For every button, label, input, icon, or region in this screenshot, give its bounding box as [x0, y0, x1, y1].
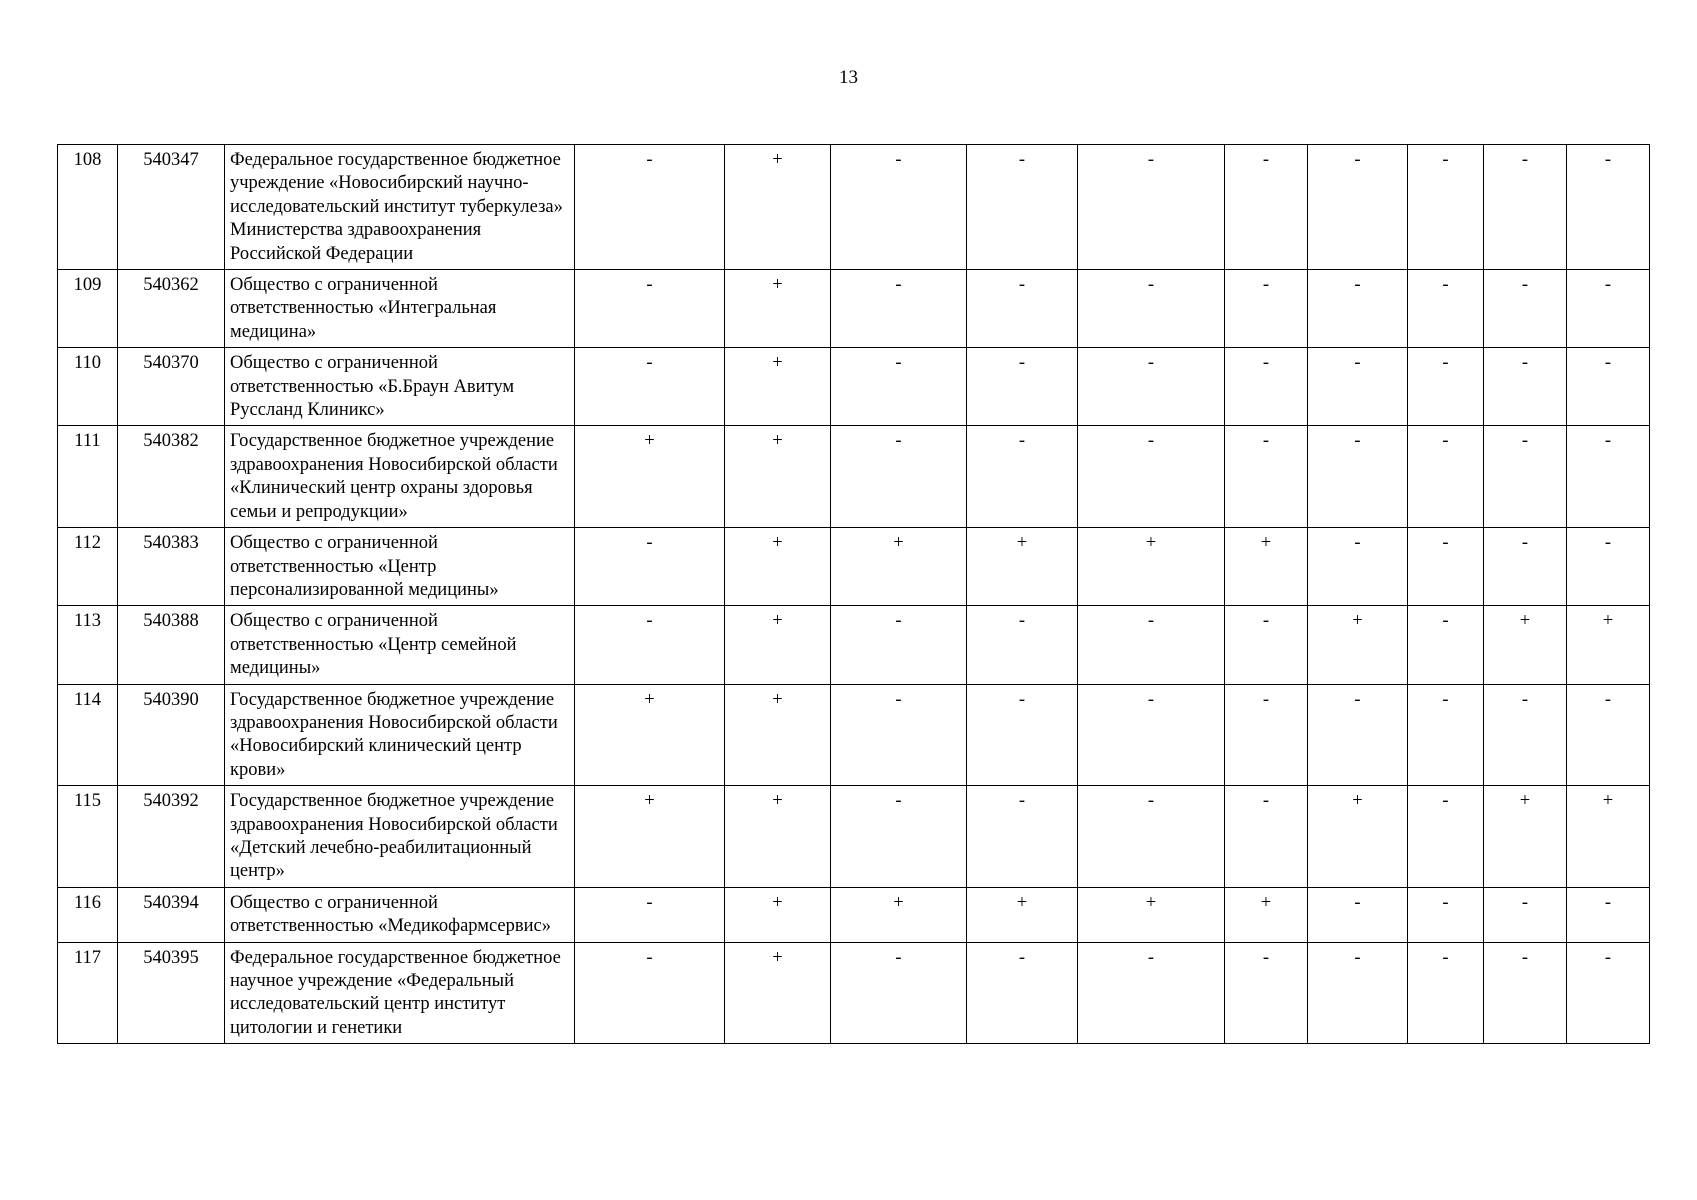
mark-cell-8: -: [1408, 348, 1484, 426]
mark-cell-7: -: [1308, 145, 1408, 270]
mark-cell-5: -: [1078, 348, 1225, 426]
mark-cell-4: -: [967, 684, 1078, 786]
org-code: 540370: [118, 348, 225, 426]
row-number: 108: [58, 145, 118, 270]
table-row: [58, 528, 1650, 606]
mark-cell-10: +: [1567, 786, 1650, 888]
mark-cell-4: +: [967, 528, 1078, 606]
mark-cell-7: -: [1308, 348, 1408, 426]
table-row: [58, 942, 1650, 1044]
table-row: [58, 887, 1650, 942]
mark-cell-7: -: [1308, 887, 1408, 942]
mark-cell-5: -: [1078, 942, 1225, 1044]
mark-cell-9: +: [1484, 606, 1567, 684]
mark-cell-5: -: [1078, 426, 1225, 528]
mark-cell-5: -: [1078, 270, 1225, 348]
table-row: [58, 145, 1650, 270]
mark-cell-10: -: [1567, 887, 1650, 942]
table-row: [58, 348, 1650, 426]
mark-cell-1: -: [575, 887, 725, 942]
mark-cell-8: -: [1408, 942, 1484, 1044]
mark-cell-3: +: [831, 528, 967, 606]
org-name: Федеральное государственное бюджетное учреждение «Новосибирский научно-исследовательский институт туберкулеза» Министерства здравоохранения Российской Федерации: [225, 145, 575, 270]
mark-cell-6: -: [1225, 270, 1308, 348]
org-code: 540388: [118, 606, 225, 684]
org-code: 540395: [118, 942, 225, 1044]
mark-cell-1: -: [575, 942, 725, 1044]
mark-cell-1: -: [575, 270, 725, 348]
mark-cell-5: -: [1078, 786, 1225, 888]
mark-cell-6: -: [1225, 606, 1308, 684]
mark-cell-4: -: [967, 348, 1078, 426]
org-name: Федеральное государственное бюджетное научное учреждение «Федеральный исследовательский центр институт цитологии и генетики: [225, 942, 575, 1044]
mark-cell-7: -: [1308, 528, 1408, 606]
mark-cell-9: -: [1484, 348, 1567, 426]
mark-cell-10: -: [1567, 145, 1650, 270]
org-name: Общество с ограниченной ответственностью «Центр персонализированной медицины»: [225, 528, 575, 606]
mark-cell-9: -: [1484, 887, 1567, 942]
mark-cell-7: -: [1308, 684, 1408, 786]
mark-cell-1: -: [575, 348, 725, 426]
page-number: 13: [839, 67, 858, 88]
row-number: 109: [58, 270, 118, 348]
mark-cell-4: -: [967, 426, 1078, 528]
row-number: 117: [58, 942, 118, 1044]
mark-cell-2: +: [725, 606, 831, 684]
mark-cell-7: -: [1308, 426, 1408, 528]
mark-cell-9: -: [1484, 942, 1567, 1044]
table-row: [58, 426, 1650, 528]
mark-cell-3: -: [831, 786, 967, 888]
org-code: 540394: [118, 887, 225, 942]
row-number: 116: [58, 887, 118, 942]
mark-cell-3: +: [831, 887, 967, 942]
mark-cell-5: -: [1078, 684, 1225, 786]
mark-cell-1: -: [575, 606, 725, 684]
mark-cell-6: +: [1225, 528, 1308, 606]
row-number: 113: [58, 606, 118, 684]
table-row: [58, 270, 1650, 348]
mark-cell-9: -: [1484, 145, 1567, 270]
mark-cell-8: -: [1408, 270, 1484, 348]
mark-cell-10: -: [1567, 942, 1650, 1044]
mark-cell-7: -: [1308, 270, 1408, 348]
mark-cell-4: -: [967, 786, 1078, 888]
org-name: Государственное бюджетное учреждение здравоохранения Новосибирской области «Клинический центр охраны здоровья семьи и репродукции»: [225, 426, 575, 528]
mark-cell-1: +: [575, 684, 725, 786]
org-code: 540347: [118, 145, 225, 270]
org-name: Государственное бюджетное учреждение здравоохранения Новосибирской области «Новосибирский клинический центр крови»: [225, 684, 575, 786]
mark-cell-5: +: [1078, 887, 1225, 942]
mark-cell-9: +: [1484, 786, 1567, 888]
mark-cell-4: +: [967, 887, 1078, 942]
row-number: 115: [58, 786, 118, 888]
org-name: Общество с ограниченной ответственностью «Б.Браун Авитум Руссланд Клиникс»: [225, 348, 575, 426]
mark-cell-3: -: [831, 606, 967, 684]
mark-cell-8: -: [1408, 528, 1484, 606]
mark-cell-6: +: [1225, 887, 1308, 942]
mark-cell-6: -: [1225, 348, 1308, 426]
mark-cell-10: +: [1567, 606, 1650, 684]
mark-cell-8: -: [1408, 786, 1484, 888]
mark-cell-3: -: [831, 426, 967, 528]
mark-cell-10: -: [1567, 348, 1650, 426]
organizations-table: [57, 144, 1650, 1044]
mark-cell-3: -: [831, 270, 967, 348]
mark-cell-3: -: [831, 145, 967, 270]
mark-cell-7: -: [1308, 942, 1408, 1044]
mark-cell-6: -: [1225, 942, 1308, 1044]
mark-cell-2: +: [725, 528, 831, 606]
mark-cell-2: +: [725, 786, 831, 888]
mark-cell-2: +: [725, 887, 831, 942]
table-row: [58, 786, 1650, 888]
mark-cell-5: -: [1078, 145, 1225, 270]
mark-cell-9: -: [1484, 684, 1567, 786]
mark-cell-8: -: [1408, 606, 1484, 684]
mark-cell-5: +: [1078, 528, 1225, 606]
row-number: 110: [58, 348, 118, 426]
mark-cell-2: +: [725, 270, 831, 348]
mark-cell-4: -: [967, 942, 1078, 1044]
mark-cell-6: -: [1225, 684, 1308, 786]
mark-cell-7: +: [1308, 606, 1408, 684]
row-number: 114: [58, 684, 118, 786]
mark-cell-6: -: [1225, 145, 1308, 270]
mark-cell-2: +: [725, 942, 831, 1044]
mark-cell-4: -: [967, 606, 1078, 684]
mark-cell-10: -: [1567, 426, 1650, 528]
org-code: 540383: [118, 528, 225, 606]
table-row: [58, 684, 1650, 786]
mark-cell-10: -: [1567, 528, 1650, 606]
mark-cell-2: +: [725, 684, 831, 786]
org-name: Общество с ограниченной ответственностью «Интегральная медицина»: [225, 270, 575, 348]
mark-cell-9: -: [1484, 270, 1567, 348]
mark-cell-10: -: [1567, 684, 1650, 786]
mark-cell-3: -: [831, 348, 967, 426]
mark-cell-1: -: [575, 528, 725, 606]
mark-cell-4: -: [967, 145, 1078, 270]
mark-cell-6: -: [1225, 426, 1308, 528]
mark-cell-8: -: [1408, 887, 1484, 942]
org-code: 540362: [118, 270, 225, 348]
row-number: 111: [58, 426, 118, 528]
row-number: 112: [58, 528, 118, 606]
mark-cell-1: +: [575, 426, 725, 528]
mark-cell-2: +: [725, 426, 831, 528]
mark-cell-8: -: [1408, 426, 1484, 528]
mark-cell-3: -: [831, 942, 967, 1044]
mark-cell-6: -: [1225, 786, 1308, 888]
mark-cell-5: -: [1078, 606, 1225, 684]
mark-cell-2: +: [725, 145, 831, 270]
mark-cell-1: +: [575, 786, 725, 888]
mark-cell-9: -: [1484, 426, 1567, 528]
mark-cell-1: -: [575, 145, 725, 270]
mark-cell-2: +: [725, 348, 831, 426]
org-code: 540392: [118, 786, 225, 888]
org-name: Общество с ограниченной ответственностью «Медикофармсервис»: [225, 887, 575, 942]
org-name: Государственное бюджетное учреждение здравоохранения Новосибирской области «Детский лечебно-реабилитационный центр»: [225, 786, 575, 888]
mark-cell-10: -: [1567, 270, 1650, 348]
mark-cell-9: -: [1484, 528, 1567, 606]
org-code: 540382: [118, 426, 225, 528]
table-row: [58, 606, 1650, 684]
org-name: Общество с ограниченной ответственностью «Центр семейной медицины»: [225, 606, 575, 684]
mark-cell-3: -: [831, 684, 967, 786]
org-code: 540390: [118, 684, 225, 786]
mark-cell-8: -: [1408, 684, 1484, 786]
mark-cell-8: -: [1408, 145, 1484, 270]
table-body: [58, 145, 1650, 1044]
mark-cell-7: +: [1308, 786, 1408, 888]
mark-cell-4: -: [967, 270, 1078, 348]
